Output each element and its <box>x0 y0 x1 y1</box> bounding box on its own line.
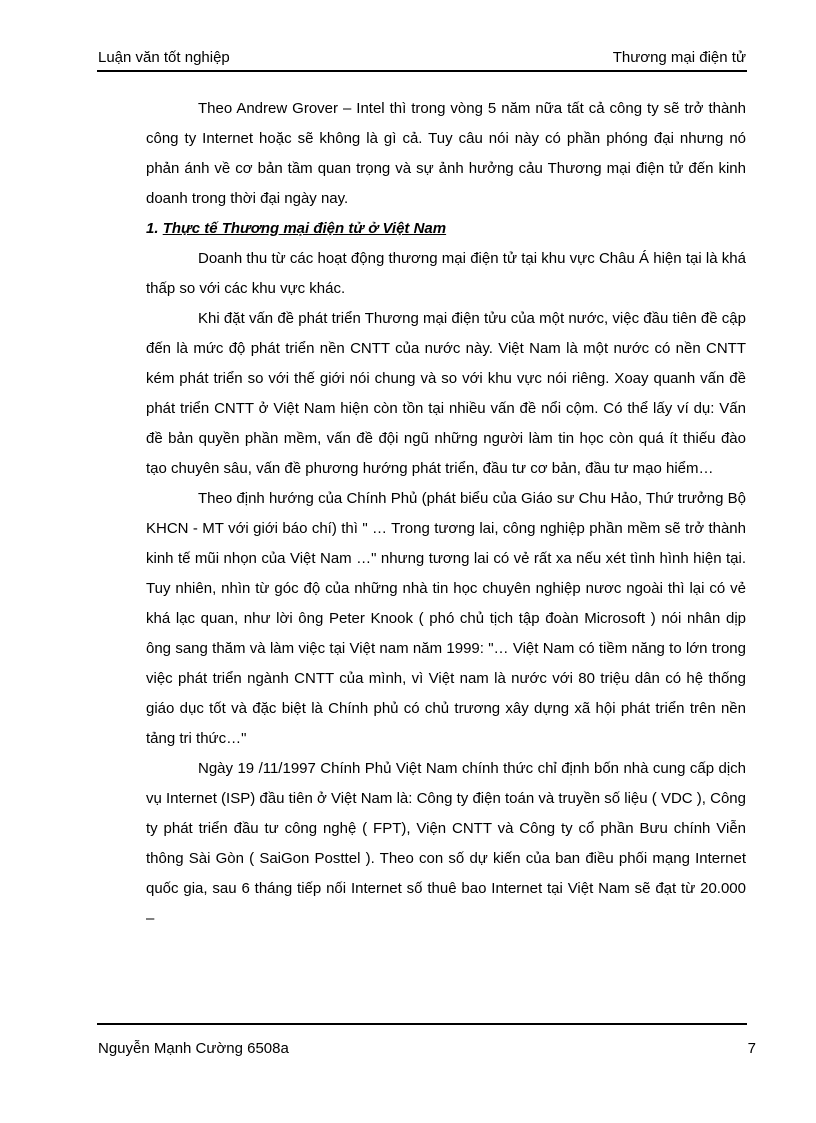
header-divider <box>97 70 747 72</box>
section-heading <box>146 214 746 244</box>
footer-author: Nguyễn Mạnh Cường 6508a <box>98 1040 289 1057</box>
section-title: Thực tế Thương mại điện tử ở Việt Nam <box>162 220 447 237</box>
header-thesis-label: Luận văn tốt nghiệp <box>98 49 230 66</box>
paragraph-government-direction: Theo định hướng của Chính Phủ (phát biểu của Giáo sư Chu Hảo, Thứ trưởng Bộ KHCN - MT với giới báo chí) thì " … Trong tương lai, công nghiệp phần mềm sẽ trở thành kinh tế mũi nhọn của Việt Nam …" nhưng tương lai có vẻ rất xa nếu xét tình hình hiện tại. Tuy nhiên, nhìn từ góc độ của những nhà tin học chuyên nghiệp nươc ngoài thì lại có vẻ khá lạc quan, như lời ông Peter Knook ( phó chủ tịch tập đoàn Microsoft ) nói nhân dịp ông sang thăm và làm việc tại Việt nam năm 1999: "… Việt Nam có tiềm năng to lớn trong việc phát triển ngành CNTT của mình, vì Việt nam là nước với 80 triệu dân có hệ thống giáo dục tốt và đặc biệt là Chính phủ có chủ trương xây dựng xã hội phát triển trên nền tảng tri thức…" <box>146 490 746 747</box>
page-header <box>98 49 746 69</box>
header-subject-label: Thương mại điện tử <box>612 49 746 66</box>
page-body <box>146 94 746 934</box>
paragraph-isp: Ngày 19 /11/1997 Chính Phủ Việt Nam chính thức chỉ định bốn nhà cung cấp dịch vụ Internet (ISP) đầu tiên ở Việt Nam là: Công ty điện toán và truyền số liệu ( VDC ), Công ty phát triển đầu tư công nghệ ( FPT), Viện CNTT và Công ty cổ phần Bưu chính Viễn thông Sài Gòn ( SaiGon Posttel ). Theo con số dự kiến của ban điều phối mạng Internet quốc gia, sau 6 tháng tiếp nối Internet số thuê bao Internet tại Việt Nam sẽ đạt từ 20.000 – <box>146 760 746 927</box>
footer-divider <box>97 1023 747 1025</box>
page-number: 7 <box>747 1040 756 1057</box>
section-number: 1. <box>146 220 159 237</box>
paragraph-it-development: Khi đặt vấn đề phát triển Thương mại điện tửu của một nước, việc đầu tiên đề cập đến là mức độ phát triển nền CNTT của nước này. Việt Nam là một nước có nền CNTT kém phát triển so với thế giới nói chung và so với khu vực nói riêng. Xoay quanh vấn đề phát triển CNTT ở Việt Nam hiện còn tồn tại nhiều vấn đề nổi cộm. Có thể lấy ví dụ: Vấn đề bản quyền phần mềm, vấn đề đội ngũ những người làm tin học còn quá ít thiếu đào tạo chuyên sâu, vấn đề phương hướng phát triển, đầu tư cơ bản, đầu tư mạo hiểm… <box>146 310 746 477</box>
paragraph-revenue: Doanh thu từ các hoạt động thương mại điện tử tại khu vực Châu Á hiện tại là khá thấp so với các khu vực khác. <box>146 250 746 297</box>
page-footer <box>98 1040 756 1060</box>
paragraph-intro: Theo Andrew Grover – Intel thì trong vòng 5 năm nữa tất cả công ty sẽ trở thành công ty Internet hoặc sẽ không là gì cả. Tuy câu nói này có phần phóng đại nhưng nó phản ánh về cơ bản tầm quan trọng và sự ảnh hưởng cảu Thương mại điện tử đến kinh doanh trong thời đại ngày nay. <box>146 100 746 207</box>
